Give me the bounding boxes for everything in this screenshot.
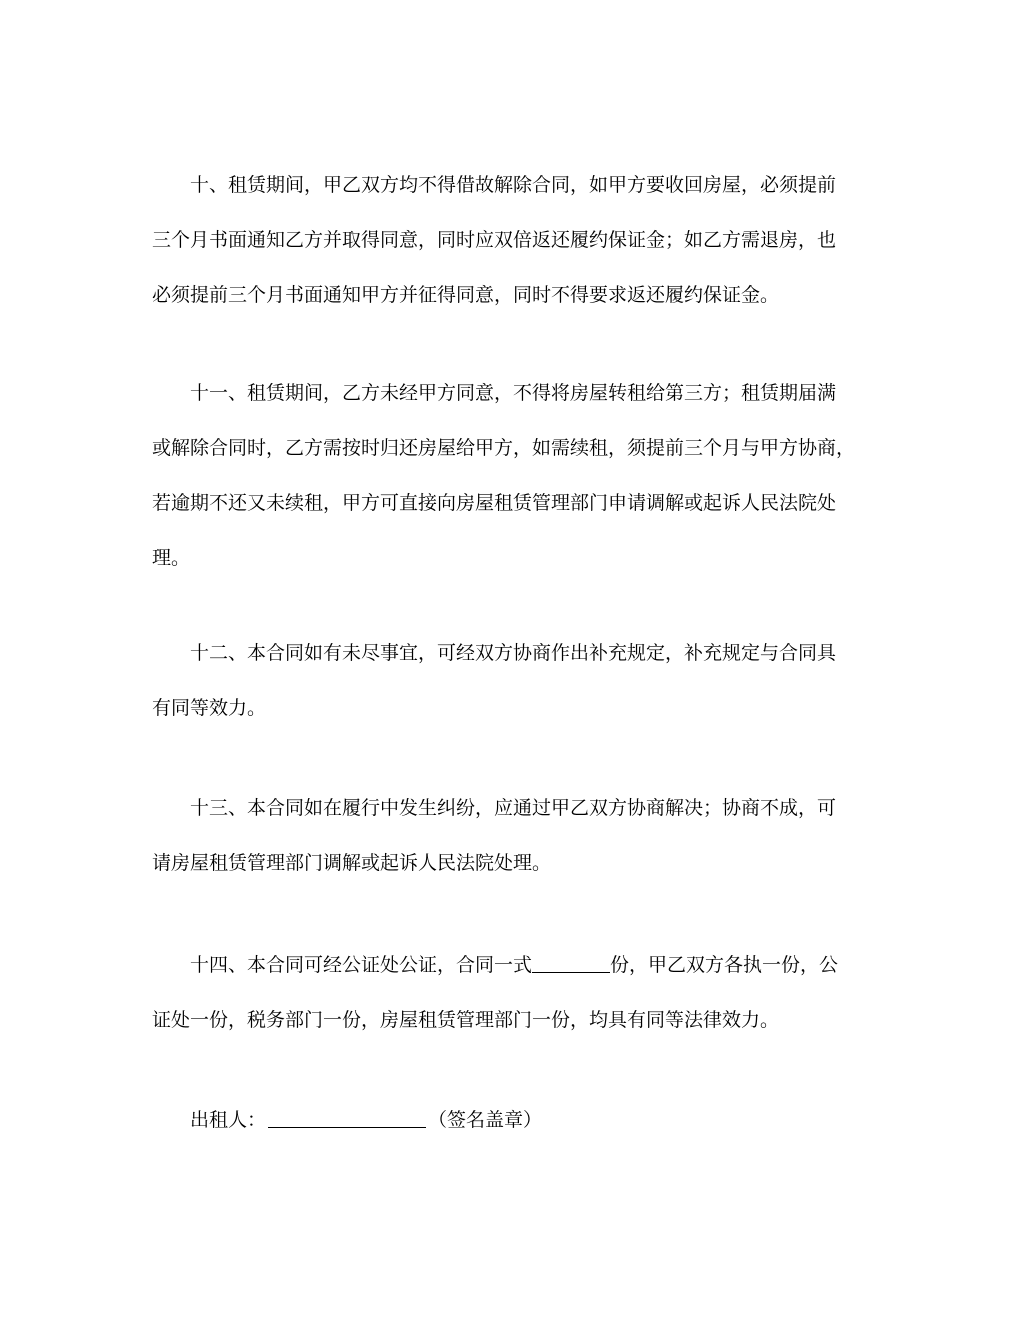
clause-14-text-after-blank: 份，甲乙双方各执一份，公 xyxy=(610,954,839,976)
clause-14 xyxy=(152,938,872,1048)
lessor-signature-line xyxy=(152,1093,872,1148)
clause-11-line-2: 或解除合同时，乙方需按时归还房屋给甲方，如需续租，须提前三个月与甲方协商， xyxy=(152,437,856,459)
clause-12-line-2: 有同等效力。 xyxy=(152,697,267,719)
clause-10-line-2: 三个月书面通知乙方并取得同意，同时应双倍返还履约保证金；如乙方需退房，也 xyxy=(152,229,837,251)
clause-11-line-1: 十一、租赁期间，乙方未经甲方同意，不得将房屋转租给第三方；租赁期届满 xyxy=(190,382,837,404)
clause-11 xyxy=(152,366,872,586)
clause-11-line-3: 若逾期不还又未续租，甲方可直接向房屋租赁管理部门申请调解或起诉人民法院处 xyxy=(152,492,837,514)
clause-10-line-1: 十、租赁期间，甲乙双方均不得借故解除合同，如甲方要收回房屋，必须提前 xyxy=(190,174,837,196)
clause-11-line-4: 理。 xyxy=(152,547,191,569)
clause-13-line-2: 请房屋租赁管理部门调解或起诉人民法院处理。 xyxy=(152,852,552,874)
lessor-signature xyxy=(152,1093,872,1148)
clause-12 xyxy=(152,626,872,736)
lessor-label: 出租人： xyxy=(190,1109,267,1131)
clause-12-line-1: 十二、本合同如有未尽事宜，可经双方协商作出补充规定，补充规定与合同具 xyxy=(190,642,837,664)
clause-10-line-3: 必须提前三个月书面通知甲方并征得同意，同时不得要求返还履约保证金。 xyxy=(152,284,780,306)
signature-note: （签名盖章） xyxy=(428,1109,543,1131)
clause-14-line-1 xyxy=(152,938,872,993)
clause-13-line-1: 十三、本合同如在履行中发生纠纷，应通过甲乙双方协商解决；协商不成，可 xyxy=(190,797,837,819)
clause-14-line-2: 证处一份，税务部门一份，房屋租赁管理部门一份，均具有同等法律效力。 xyxy=(152,1009,780,1031)
clause-13 xyxy=(152,781,872,891)
lessor-signature-field[interactable] xyxy=(268,1109,426,1128)
clause-10 xyxy=(152,158,872,323)
copies-blank-field[interactable] xyxy=(532,954,610,973)
clause-14-text-before-blank: 十四、本合同可经公证处公证，合同一式 xyxy=(190,954,533,976)
